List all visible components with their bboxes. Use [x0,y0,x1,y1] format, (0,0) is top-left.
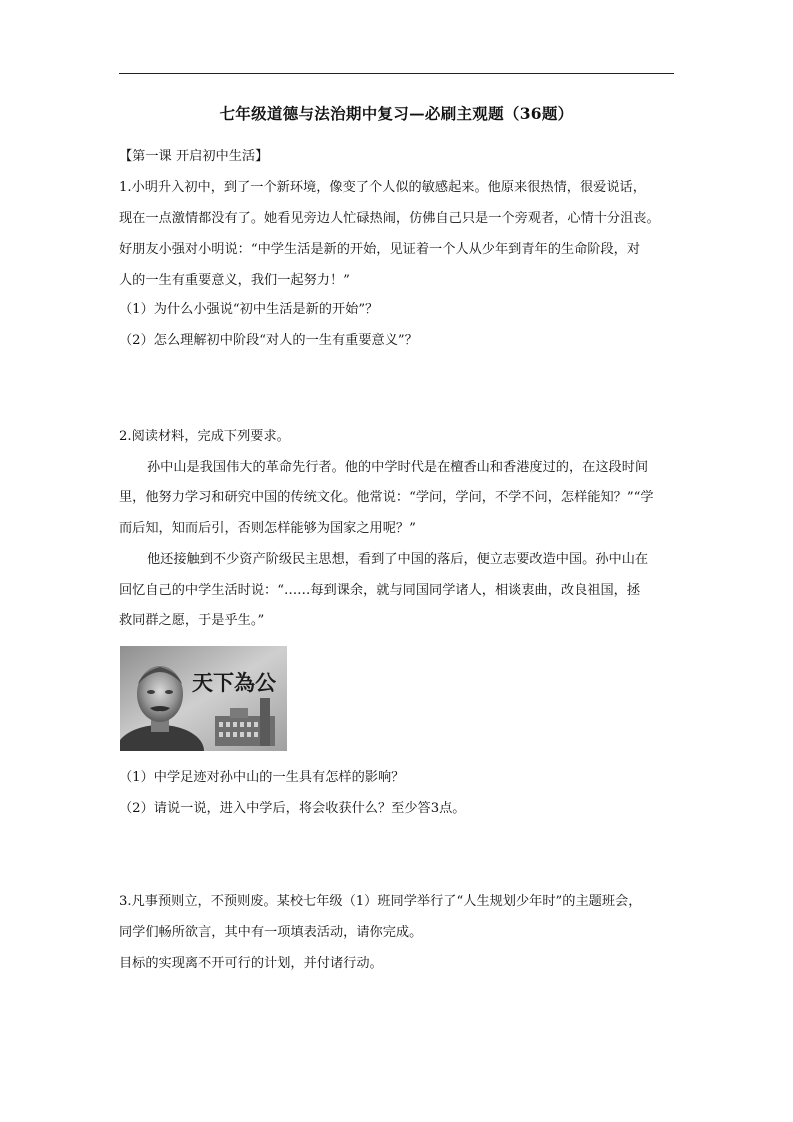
q1-line-2: 现在一点激情都没有了。她看见旁边人忙碌热闹，仿佛自己只是一个旁观者，心情十分沮丧。 [119,211,660,226]
q3-line-2: 同学们畅所欲言，其中有一项填表活动，请你完成。 [119,925,423,940]
q2-intro: 2.阅读材料，完成下列要求。 [119,429,290,444]
header-rule [119,73,674,74]
q3-line-3: 目标的实现离不开可行的计划，并付诸行动。 [119,956,383,971]
q2-para2-line-2: 回忆自己的中学生活时说：“……每到课余，就与同国同学诸人，相谈衷曲，改良祖国，拯 [119,583,641,598]
q3-line-1: 3.凡事预则立，不预则废。某校七年级（1）班同学举行了“人生规划少年时”的主题班会， [119,894,642,909]
photo-illustration [120,646,287,751]
q2-para2-line-3: 救同群之愿，于是乎生。” [119,613,265,628]
q2-para1-line-3: 而后知，知而后引，否则怎样能够为国家之用呢？” [119,521,416,536]
sun-yat-sen-photo [120,646,287,751]
q1-subquestion-2: （2）怎么理解初中阶段“对人的一生有重要意义”？ [119,333,418,348]
q2-subquestion-2: （2）请说一说，进入中学后，将会收获什么？至少答3点。 [119,801,466,816]
q1-line-3: 好朋友小强对小明说：“中学生活是新的开始，见证着一个人从少年到青年的生命阶段，对 [119,242,641,257]
document-title: 七年级道德与法治期中复习—必刷主观题（36题） [219,104,574,123]
q1-line-1: 1.小明升入初中，到了一个新环境，像变了个人似的敏感起来。他原来很热情，很爱说话， [119,180,646,195]
q2-para1-line-1: 孙中山是我国伟大的革命先行者。他的中学时代是在檀香山和香港度过的，在这段时间 [147,460,649,475]
q1-line-4: 人的一生有重要意义，我们一起努力！” [119,273,350,288]
q2-para2-line-1: 他还接触到不少资产阶级民主思想，看到了中国的落后，便立志要改造中国。孙中山在 [147,552,649,567]
section-heading: 【第一课 开启初中生活】 [119,149,269,164]
q2-subquestion-1: （1）中学足迹对孙中山的一生具有怎样的影响？ [119,770,405,785]
q2-para1-line-2: 里，他努力学习和研究中国的传统文化。他常说：“学问，学问，不学不问，怎样能知？”“学 [119,490,654,505]
q1-subquestion-1: （1）为什么小强说“初中生活是新的开始”？ [119,302,379,317]
calligraphy-text: 天下為公 [192,670,276,695]
